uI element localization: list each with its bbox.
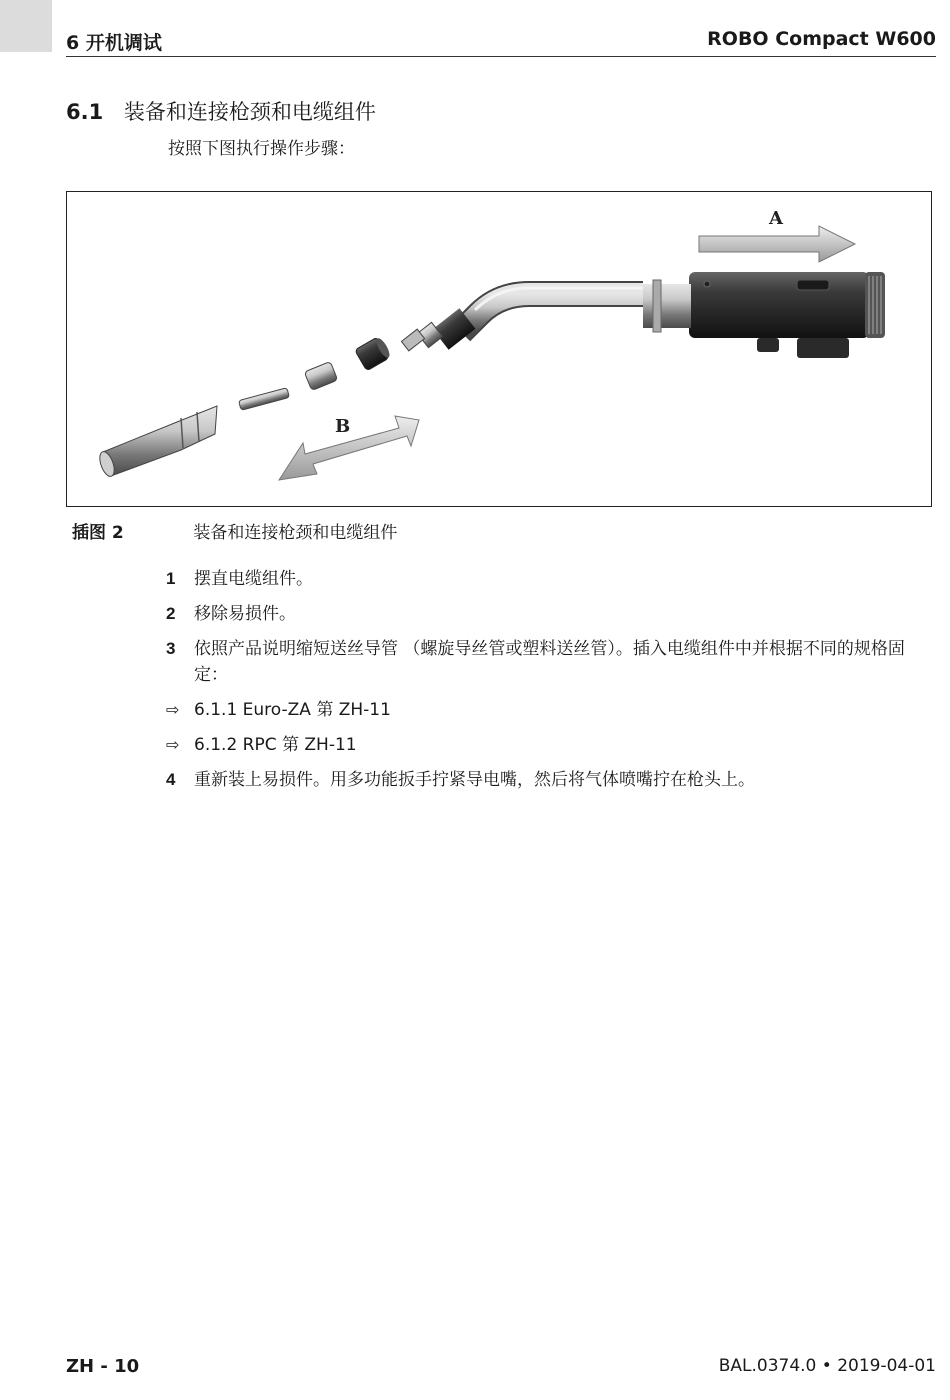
step-text: 依照产品说明缩短送丝导管 （螺旋导丝管或塑料送丝管）。插入电缆组件中并根据不同的规格固定：: [194, 639, 905, 685]
figure-2: [66, 191, 932, 507]
cross-reference-link[interactable]: [166, 732, 926, 758]
insulator-ring: [355, 336, 392, 370]
figure-caption: [72, 518, 397, 543]
arrow-right-icon: ⇨: [166, 700, 180, 719]
reference-text: 6.1.2 RPC 第 ZH-11: [194, 735, 357, 755]
arrow-a: [699, 226, 855, 262]
tip-adapter: [304, 361, 337, 390]
torch-handle: [643, 272, 885, 358]
corner-tab: [0, 0, 52, 52]
step-number: 2: [166, 604, 176, 623]
caption-label: 插图 2: [72, 523, 124, 543]
contact-tip: [239, 388, 290, 411]
reference-text: 6.1.1 Euro-ZA 第 ZH-11: [194, 700, 391, 720]
page-header: [66, 26, 936, 57]
intro-text: 按照下图执行操作步骤：: [168, 139, 355, 159]
step-item: [166, 601, 926, 627]
step-number: 3: [166, 639, 176, 658]
product-name: ROBO Compact W600: [707, 28, 936, 50]
step-item: [166, 566, 926, 592]
step-item: [166, 767, 926, 793]
caption-text: 装备和连接枪颈和电缆组件: [193, 523, 398, 543]
step-text: 移除易损件。: [194, 604, 296, 624]
step-item: [166, 636, 926, 688]
document-id: BAL.0374.0 • 2019-04-01: [718, 1356, 936, 1376]
page-number: ZH - 10: [66, 1356, 140, 1377]
step-number: 1: [166, 569, 176, 588]
label-b: B: [335, 416, 351, 437]
neck-tip: [401, 308, 475, 351]
arrow-right-icon: ⇨: [166, 735, 180, 754]
section-title-text: 装备和连接枪颈和电缆组件: [123, 100, 376, 124]
section-heading: [66, 96, 376, 126]
cross-reference-link[interactable]: [166, 697, 926, 723]
gas-nozzle: [97, 406, 217, 478]
step-number: 4: [166, 770, 176, 789]
chapter-title: 6 开机调试: [66, 32, 162, 54]
step-list: [166, 566, 926, 802]
label-a: A: [769, 208, 783, 229]
torch-assembly-illustration: [67, 192, 931, 506]
step-text: 摆直电缆组件。: [194, 569, 313, 589]
section-number: 6.1: [66, 100, 104, 124]
step-text: 重新装上易损件。用多功能扳手拧紧导电嘴，然后将气体喷嘴拧在枪头上。: [194, 770, 755, 790]
